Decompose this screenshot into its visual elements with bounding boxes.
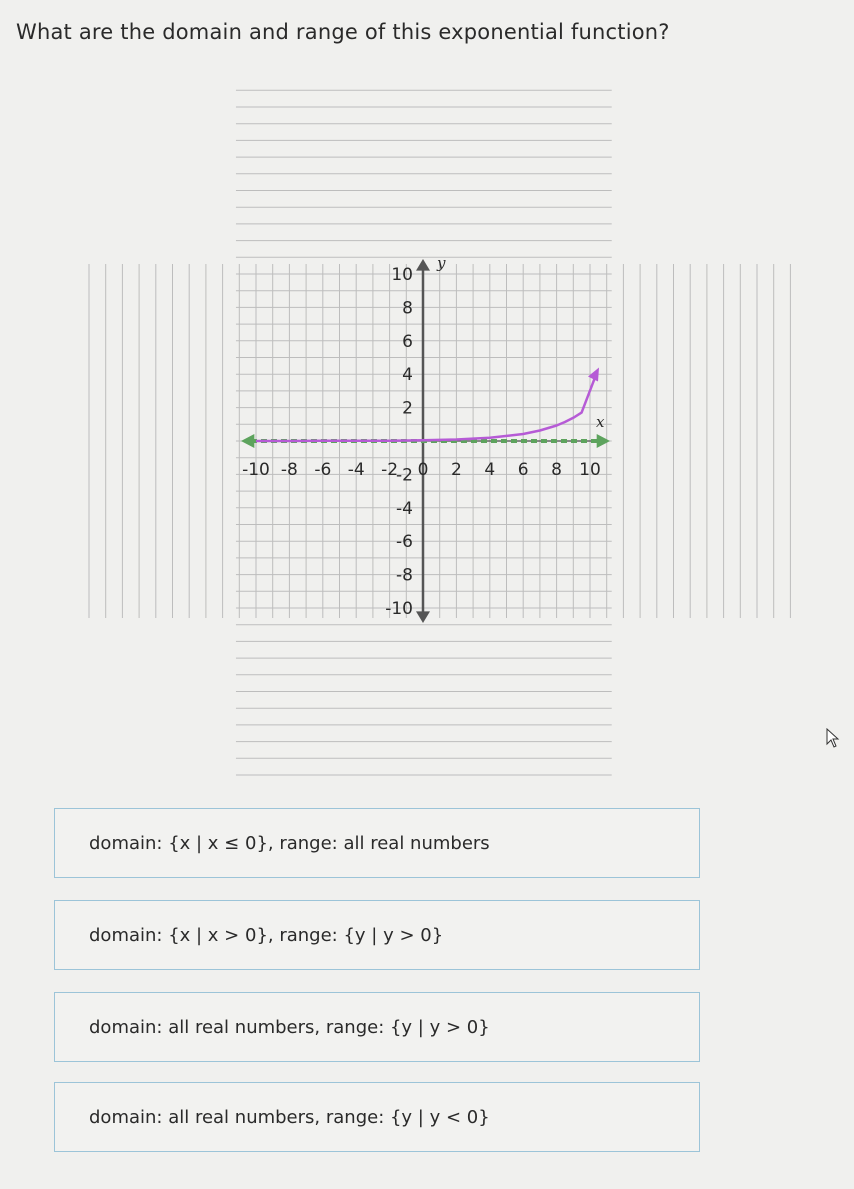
x-tick-label: 2 [450, 460, 462, 480]
answer-option-2[interactable] [54, 900, 700, 970]
y-tick-label: -8 [396, 565, 413, 586]
x-tick-label: -10 [242, 460, 270, 480]
answer-option-1-label: domain: {x | x ≤ 0}, range: all real numbers [89, 832, 490, 854]
x-axis-label: x [596, 413, 605, 431]
x-tick-label: 0 [417, 460, 429, 480]
coordinate-plane [72, 78, 812, 798]
answer-option-4[interactable] [54, 1082, 700, 1152]
x-axis-arrow-right [597, 434, 610, 448]
y-tick-label: 6 [402, 331, 413, 352]
y-tick-label: -10 [385, 599, 413, 619]
y-tick-label: 8 [402, 298, 413, 319]
y-tick-label: 4 [402, 365, 413, 386]
y-tick-label: 10 [391, 265, 413, 285]
x-tick-label: -8 [280, 460, 298, 480]
answer-option-3-label: domain: all real numbers, range: {y | y > 0} [89, 1016, 490, 1038]
x-tick-label: 4 [484, 460, 496, 480]
y-tick-label: 2 [402, 398, 413, 419]
answer-option-2-label: domain: {x | x > 0}, range: {y | y > 0} [89, 924, 444, 946]
answer-option-4-label: domain: all real numbers, range: {y | y < 0} [89, 1106, 490, 1128]
x-tick-label: 8 [551, 460, 563, 480]
y-tick-label: -4 [396, 498, 413, 519]
y-axis-arrow-up [416, 259, 430, 271]
x-tick-label: 6 [517, 460, 529, 480]
y-tick-label: -6 [396, 532, 413, 553]
x-tick-label: 10 [579, 460, 601, 480]
question-text: What are the domain and range of this exponential function? [16, 20, 670, 44]
graph [72, 78, 812, 798]
y-axis-arrow-down [416, 611, 430, 623]
y-tick-label: -2 [396, 465, 413, 486]
y-axis-label: y [437, 254, 446, 272]
exponential-curve [256, 378, 595, 442]
x-axis-arrow-left [241, 434, 254, 448]
answer-option-1[interactable] [54, 808, 700, 878]
x-tick-label: -4 [347, 460, 365, 480]
answer-option-3[interactable] [54, 992, 700, 1062]
x-tick-label: -2 [381, 460, 399, 480]
x-tick-label: -6 [314, 460, 332, 480]
mouse-pointer-icon [826, 728, 840, 748]
